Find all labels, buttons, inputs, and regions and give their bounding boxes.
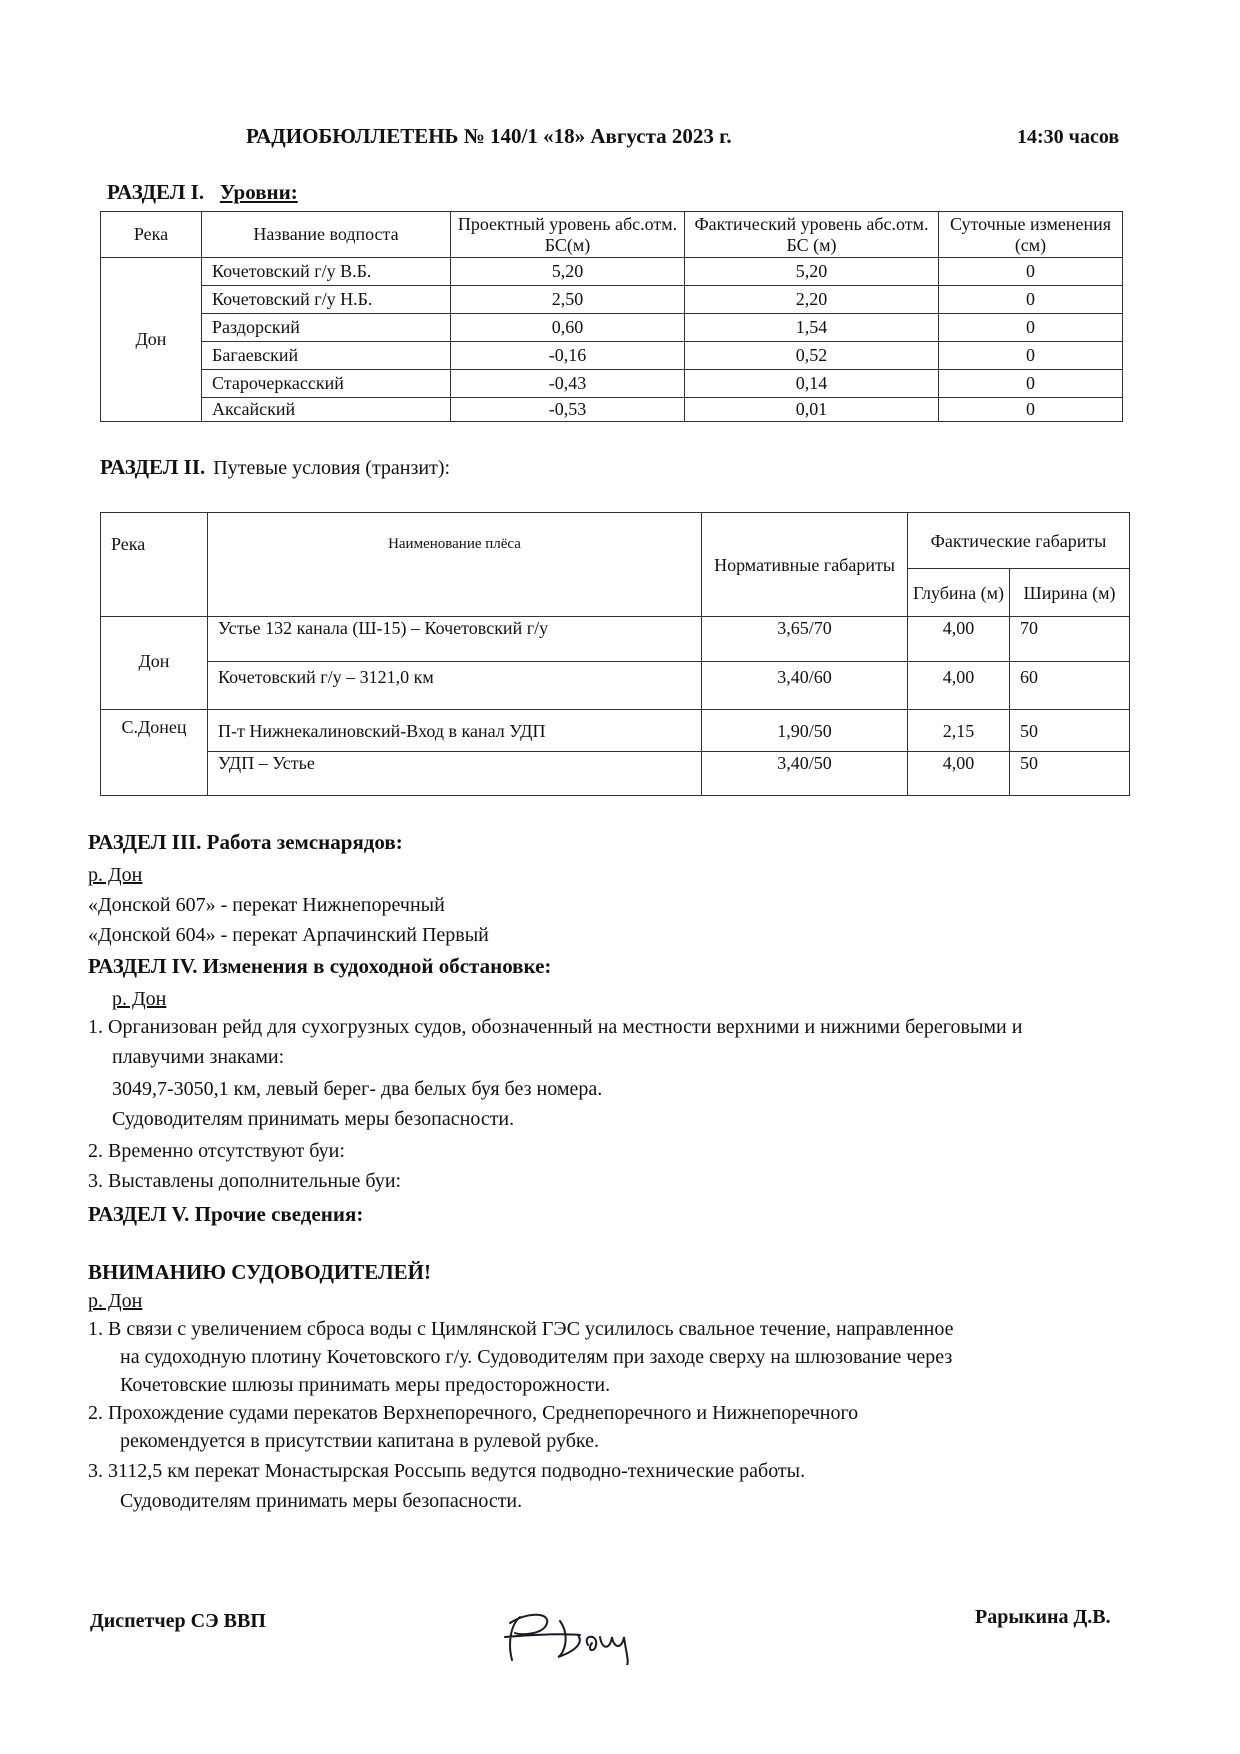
- route-header-width: Ширина (м): [1010, 569, 1130, 617]
- levels-post-cell: Багаевский: [202, 342, 451, 370]
- levels-actual-cell: 5,20: [685, 258, 939, 286]
- levels-change-cell: 0: [939, 286, 1123, 314]
- route-width-cell: 50: [1010, 752, 1130, 796]
- route-normative-cell: 3,40/50: [702, 752, 908, 796]
- levels-design-cell: -0,43: [451, 370, 685, 398]
- levels-post-cell: Кочетовский г/у В.Б.: [202, 258, 451, 286]
- bulletin-title: РАДИОБЮЛЛЕТЕНЬ № 140/1 «18» Августа 2023 г.: [246, 124, 732, 148]
- levels-design-cell: -0,53: [451, 398, 685, 422]
- levels-post-cell: Раздорский: [202, 314, 451, 342]
- levels-actual-cell: 0,14: [685, 370, 939, 398]
- route-header-normative: Нормативные габариты: [702, 513, 908, 617]
- levels-actual-cell: 1,54: [685, 314, 939, 342]
- table-row: [101, 342, 1123, 370]
- levels-change-cell: 0: [939, 258, 1123, 286]
- attention-line: на судоходную плотину Кочетовского г/у. Судоводителям при заходе сверху на шлюзование через: [120, 1346, 953, 1368]
- levels-river-cell: Дон: [101, 258, 202, 422]
- route-header-river: Река: [101, 513, 208, 617]
- route-river-cell: С.Донец: [101, 710, 208, 796]
- route-width-cell: 70: [1010, 617, 1130, 662]
- attention-heading: ВНИМАНИЮ СУДОВОДИТЕЛЕЙ!: [88, 1260, 431, 1284]
- route-header-row: [101, 513, 1130, 569]
- section4-item2: 2. Временно отсутствуют буи:: [88, 1140, 345, 1162]
- route-reach-cell: П-т Нижнекалиновский-Вход в канал УДП: [208, 710, 702, 752]
- levels-change-cell: 0: [939, 342, 1123, 370]
- levels-post-cell: Аксайский: [202, 398, 451, 422]
- levels-header-change: Суточные изменения (см): [939, 212, 1123, 258]
- table-row: [101, 370, 1123, 398]
- section1-label: РАЗДЕЛ I.: [107, 180, 205, 204]
- levels-design-cell: -0,16: [451, 342, 685, 370]
- attention-line: Кочетовские шлюзы принимать меры предосторожности.: [120, 1374, 611, 1396]
- attention-line: рекомендуется в присутствии капитана в рулевой рубке.: [120, 1430, 599, 1452]
- route-depth-cell: 2,15: [908, 710, 1010, 752]
- attention-line: 2. Прохождение судами перекатов Верхнепоречного, Среднепоречного и Нижнепоречного: [88, 1402, 859, 1424]
- table-row: [101, 258, 1123, 286]
- levels-actual-cell: 2,20: [685, 286, 939, 314]
- route-depth-cell: 4,00: [908, 662, 1010, 710]
- route-normative-cell: 1,90/50: [702, 710, 908, 752]
- section4-river: р. Дон: [112, 988, 167, 1010]
- levels-change-cell: 0: [939, 398, 1123, 422]
- table-row: [101, 286, 1123, 314]
- section4-item3: 3. Выставлены дополнительные буи:: [88, 1170, 402, 1192]
- section4-heading: РАЗДЕЛ IV. Изменения в судоходной обстановке:: [88, 954, 552, 978]
- section4-item1-line: 3049,7-3050,1 км, левый берег- два белых буя без номера.: [112, 1078, 603, 1100]
- levels-header-post: Название водпоста: [202, 212, 451, 258]
- section1-title: Уровни:: [219, 180, 298, 204]
- attention-river: р. Дон: [88, 1290, 143, 1312]
- route-reach-cell: Устье 132 канала (Ш-15) – Кочетовский г/у: [208, 617, 702, 662]
- section4-item1-line: плавучими знаками:: [112, 1046, 285, 1068]
- table-row: [101, 752, 1130, 796]
- dispatcher-position: Диспетчер СЭ ВВП: [90, 1610, 266, 1632]
- levels-design-cell: 2,50: [451, 286, 685, 314]
- section2-label: РАЗДЕЛ II.: [100, 455, 206, 479]
- section4-item1-line: Судоводителям принимать меры безопасности.: [112, 1108, 515, 1130]
- bulletin-time: 14:30 часов: [1017, 126, 1120, 148]
- route-river-cell: Дон: [101, 617, 208, 710]
- route-header-reach: Наименование плёса: [208, 513, 702, 617]
- levels-header-actual: Фактический уровень абс.отм. БС (м): [685, 212, 939, 258]
- levels-design-cell: 5,20: [451, 258, 685, 286]
- section2-heading: [100, 455, 450, 480]
- route-header-depth: Глубина (м): [908, 569, 1010, 617]
- table-row: [101, 662, 1130, 710]
- levels-actual-cell: 0,01: [685, 398, 939, 422]
- route-header-actual: Фактические габариты: [908, 513, 1130, 569]
- dredger-line: «Донской 607» - перекат Нижнепоречный: [88, 894, 445, 916]
- levels-header-river: Река: [101, 212, 202, 258]
- levels-change-cell: 0: [939, 314, 1123, 342]
- route-depth-cell: 4,00: [908, 617, 1010, 662]
- table-row: [101, 398, 1123, 422]
- section5-heading: РАЗДЕЛ V. Прочие сведения:: [88, 1202, 364, 1226]
- levels-header-design: Проектный уровень абс.отм. БС(м): [451, 212, 685, 258]
- levels-table: [100, 211, 1123, 422]
- dispatcher-name: Рарыкина Д.В.: [975, 1606, 1111, 1628]
- route-depth-cell: 4,00: [908, 752, 1010, 796]
- route-width-cell: 50: [1010, 710, 1130, 752]
- attention-line: Судоводителям принимать меры безопасности.: [120, 1490, 523, 1512]
- route-normative-cell: 3,40/60: [702, 662, 908, 710]
- section2-title: Путевые условия (транзит):: [213, 457, 451, 479]
- attention-line: 3. 3112,5 км перекат Монастырская Россыпь ведутся подводно-технические работы.: [88, 1460, 806, 1482]
- signature: [500, 1605, 660, 1670]
- levels-post-cell: Старочеркасский: [202, 370, 451, 398]
- table-row: [101, 617, 1130, 662]
- route-reach-cell: Кочетовский г/у – 3121,0 км: [208, 662, 702, 710]
- table-row: [101, 710, 1130, 752]
- levels-change-cell: 0: [939, 370, 1123, 398]
- dredger-line: «Донской 604» - перекат Арпачинский Первый: [88, 924, 489, 946]
- section3-heading: РАЗДЕЛ III. Работа земснарядов:: [88, 830, 403, 854]
- levels-design-cell: 0,60: [451, 314, 685, 342]
- route-reach-cell: УДП – Устье: [208, 752, 702, 796]
- attention-line: 1. В связи с увеличением сброса воды с Цимлянской ГЭС усилилось свальное течение, направленное: [88, 1318, 954, 1340]
- levels-actual-cell: 0,52: [685, 342, 939, 370]
- section4-item1-line: 1. Организован рейд для сухогрузных судов, обозначенный на местности верхними и нижними береговыми и: [88, 1016, 1023, 1038]
- levels-post-cell: Кочетовский г/у Н.Б.: [202, 286, 451, 314]
- route-width-cell: 60: [1010, 662, 1130, 710]
- section3-river: р. Дон: [88, 864, 143, 886]
- section1-heading: [107, 180, 298, 205]
- levels-header-row: [101, 212, 1123, 258]
- route-normative-cell: 3,65/70: [702, 617, 908, 662]
- route-table: [100, 512, 1130, 796]
- table-row: [101, 314, 1123, 342]
